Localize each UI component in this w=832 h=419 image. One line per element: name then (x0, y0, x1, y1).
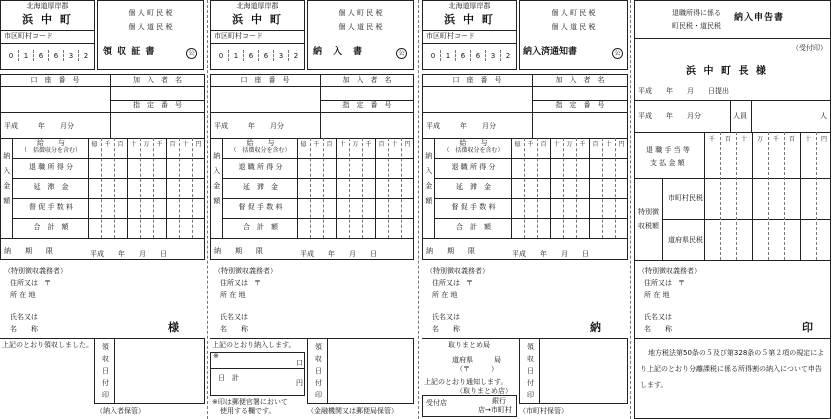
amount-row-line (434, 198, 628, 199)
special-label-2: 収税額 (638, 222, 659, 230)
unit-divider (401, 138, 402, 238)
row-label: 退 職 所 得 分 (29, 163, 73, 171)
summary-label: 取りまとめ局 (448, 341, 490, 349)
decl-unit-divider (784, 132, 785, 260)
stamp-divider (327, 338, 328, 404)
due-date: 平成 年 月 日 (512, 250, 589, 258)
stamp-divider (114, 338, 115, 404)
keeper-note: （金融機関又は郵便局保管） (307, 407, 398, 415)
decl-unit-divider (768, 132, 769, 260)
stamp-mark: 付 (102, 379, 109, 387)
due-date: 平成 年 月 日 (90, 250, 167, 258)
kou-mark: 公 (612, 48, 623, 59)
part-declaration (634, 0, 831, 419)
post-line: 店→市町村 (478, 406, 512, 414)
period-era: 平成 (426, 122, 440, 130)
address-mark: 〒 (44, 279, 51, 287)
digit-divider (258, 50, 259, 61)
unit-divider (153, 138, 154, 238)
digit-divider (500, 50, 501, 61)
decl-unit-divider (800, 132, 801, 260)
amount-row-line (12, 178, 205, 179)
amount-side-label: 納入金額 (212, 152, 221, 212)
stamp-mark: 収 (527, 355, 534, 363)
decl-unit-divider (752, 132, 753, 260)
row-label: 合 計 額 (243, 223, 278, 231)
unit-divider (602, 138, 603, 238)
address-mark: 〒 (678, 279, 685, 287)
honorific: 様 (168, 321, 179, 334)
city-code-label: 市区町村コード (214, 32, 263, 40)
stamp-divider (539, 338, 540, 404)
persons-label: 人員 (733, 112, 747, 120)
stamp-label: （受付印） (792, 44, 827, 52)
city-code-digit: 1 (445, 52, 451, 60)
prefecture: 北海道厚岸郡 (26, 2, 69, 10)
mayor-line: 浜 中 町 長 様 (686, 66, 768, 77)
amount-side-label: 納入金額 (2, 152, 11, 212)
stamp-mark: 領 (527, 343, 534, 351)
period-year: 年 (38, 122, 45, 130)
address-label: 住所又は (220, 279, 248, 287)
stamp-mark: 領 (102, 343, 109, 351)
name-label-1: 氏名又は (644, 313, 672, 321)
row-label: 延 滞 金 (456, 183, 491, 191)
city-code-digit: 1 (233, 52, 239, 60)
unit-label: 千 (527, 141, 534, 148)
city-code-digit: 6 (263, 52, 269, 60)
row-label: 給 与 (459, 139, 488, 147)
digit-divider (485, 50, 486, 61)
due-date: 平成 年 月 日 (300, 250, 377, 258)
stamp-mark: 収 (315, 355, 322, 363)
header-line-1: 退職所得に係る (672, 9, 721, 17)
payer-no-label: 口 座 番 号 (240, 76, 290, 84)
name-label-1: 氏名又は (10, 313, 38, 321)
special-label-1: 特別徴 (638, 208, 659, 216)
row-label-note: （ 括徴収分を含む） (20, 147, 81, 154)
amount-side-label: 納入金額 (424, 152, 433, 212)
obligor-label: （特別徴収義務者） (214, 267, 277, 275)
row-label-note: （ 括徴収分を含む） (443, 147, 504, 154)
decl-unit-divider (720, 132, 721, 260)
stamp-mark: 付 (315, 379, 322, 387)
stamp-mark: 日 (102, 367, 109, 375)
decl-unit-divider (704, 132, 705, 260)
amount-value-divider (297, 138, 298, 238)
amount-label-divider (12, 138, 13, 238)
decl-unit-label: 百 (788, 136, 795, 143)
obligor-label: （特別徴収義務者） (638, 267, 701, 275)
stamp-mark: 付 (527, 379, 534, 387)
digit-divider (273, 50, 274, 61)
period: 平成 年 月分 (638, 112, 701, 120)
digit-divider (470, 50, 471, 61)
city-code-digit: 2 (293, 52, 299, 60)
row-label: 督 促 手 数 料 (29, 203, 73, 211)
stamp-mark: 日 (527, 367, 534, 375)
stamp-mark: 収 (102, 355, 109, 363)
unit-label: 百 (117, 141, 124, 148)
amount-row-line (0, 238, 205, 239)
period-month: 月分 (270, 122, 284, 130)
city-code-digit: 0 (218, 52, 224, 60)
unit-label: 円 (618, 141, 625, 148)
designated-label: 指 定 番 号 (133, 101, 182, 109)
row-label: 給 与 (246, 139, 275, 147)
stamp-mark: 印 (102, 391, 109, 399)
row-label: 給 与 (37, 139, 65, 147)
tax-line-2: 個 人 道 民 税 (128, 23, 173, 31)
amount-value-divider (511, 138, 512, 238)
allowance-line-2: 支 払 金 額 (650, 159, 685, 167)
unit-label: 千 (313, 141, 320, 148)
name-label-1: 氏名又は (432, 313, 460, 321)
period-month: 月分 (482, 122, 496, 130)
row-label: 退 職 所 得 分 (238, 163, 283, 171)
amount-row-line (422, 238, 628, 239)
unit-label: 億 (514, 141, 521, 148)
prefecture: 北海道厚岸郡 (236, 2, 279, 10)
decl-unit-label: 百 (724, 136, 731, 143)
address-mark: 〒 (466, 279, 473, 287)
unit-divider (375, 138, 376, 238)
tax-line-1: 個 人 町 民 税 (338, 9, 383, 17)
unit-divider (166, 138, 167, 238)
unit-divider (524, 138, 525, 238)
pref-tax-label: 道府県民税 (668, 236, 703, 244)
unit-label: 千 (104, 141, 111, 148)
unit-divider (362, 138, 363, 238)
amount-row-line (210, 238, 414, 239)
decl-unit-divider (736, 132, 737, 260)
city-code-digit: 0 (8, 52, 14, 60)
unit-label: 百 (378, 141, 385, 148)
row-label: 退 職 所 得 分 (451, 163, 496, 171)
unit-divider (336, 138, 337, 238)
unit-divider (388, 138, 389, 238)
nikkei-label: 日 計 (218, 374, 239, 382)
keeper-note: （市町村保管） (519, 407, 568, 415)
city-code-digit: 3 (278, 52, 284, 60)
unit-divider (537, 138, 538, 238)
bank-line: 銀行 (492, 397, 506, 405)
keeper-note: （納入者保管） (96, 407, 145, 415)
unit-label: 万 (143, 141, 150, 148)
tax-line-2: 個 人 道 民 税 (338, 23, 383, 31)
name-label-2: 名 称 (10, 325, 38, 333)
unit-label: 十 (182, 141, 189, 148)
amount-row-line (222, 218, 414, 219)
submit-date: 平成 年 月 日提出 (638, 87, 729, 95)
digit-divider (33, 50, 34, 61)
kome-mark: ※ (213, 352, 219, 360)
digit-divider (440, 50, 441, 61)
location-label: 所 在 地 (220, 291, 246, 299)
city-code-digit: 1 (23, 52, 29, 60)
digit-divider (18, 50, 19, 61)
unit-label: 万 (566, 141, 573, 148)
address-label: 住所又は (10, 279, 38, 287)
recv-place: 受付店 (426, 399, 447, 407)
decl-unit-label: 十 (804, 136, 811, 143)
name-label-2: 名 称 (432, 325, 460, 333)
unit-label: 千 (365, 141, 372, 148)
form-title: 納入申告書 (734, 13, 785, 23)
unit-divider (615, 138, 616, 238)
row-label: 督 促 手 数 料 (238, 203, 283, 211)
due-label: 納 期 限 (426, 247, 475, 255)
stamp-mark: 日 (315, 367, 322, 375)
town-tax-label: 市町村民税 (668, 194, 703, 202)
payer-no-label: 口 座 番 号 (452, 76, 502, 84)
city-code-digit: 6 (248, 52, 254, 60)
city-code-label: 市区町村コード (4, 32, 53, 40)
name-label-1: 氏名又は (220, 313, 248, 321)
stamp-mark: 印 (527, 391, 534, 399)
part-receipt (0, 0, 205, 419)
name-label-2: 名 称 (644, 325, 672, 333)
period-year: 年 (460, 122, 467, 130)
amount-label-divider (222, 138, 223, 238)
kou-mark: 公 (186, 48, 197, 59)
town-name: 浜 中 町 (232, 13, 283, 26)
unit-label: 百 (169, 141, 176, 148)
declare-line-2: り上記のとおり分離課税に係る所得割の納入について申告 (640, 365, 822, 373)
notice-line-1: 上記のとおり通知します。 (424, 378, 508, 386)
form-title: 領 収 証 書 (103, 47, 156, 57)
decl-unit-label: 万 (756, 136, 763, 143)
amount-value-divider (88, 138, 89, 238)
unit-divider (310, 138, 311, 238)
payer-name-label: 加 入 者 名 (133, 76, 182, 84)
allowance-line-1: 退 職 手 当 等 (646, 146, 690, 154)
declare-line-3: します。 (640, 381, 668, 389)
note-line-2: 使用する欄です。 (220, 407, 276, 415)
unit-label: 十 (553, 141, 560, 148)
unit-divider (140, 138, 141, 238)
part-payment-slip (210, 0, 414, 419)
city-code-digit: 6 (460, 52, 466, 60)
town-name: 浜 中 町 (444, 13, 495, 26)
digit-divider (48, 50, 49, 61)
payer-no-label: 口 座 番 号 (30, 76, 80, 84)
persons-unit: 人 (820, 112, 827, 120)
payer-name-label: 加 入 者 名 (555, 76, 605, 84)
city-code-digit: 0 (430, 52, 436, 60)
unit-label: 千 (579, 141, 586, 148)
unit-label: 百 (592, 141, 599, 148)
unit-divider (349, 138, 350, 238)
amount-row-line (222, 158, 414, 159)
unit-divider (589, 138, 590, 238)
amount-row-line (222, 178, 414, 179)
obligor-label: （特別徴収義務者） (426, 267, 489, 275)
row-label: 延 滞 金 (243, 183, 278, 191)
unit-divider (563, 138, 564, 238)
unit-divider (192, 138, 193, 238)
address-label: 住所又は (644, 279, 672, 287)
designated-label: 指 定 番 号 (342, 101, 392, 109)
payer-name-label: 加 入 者 名 (342, 76, 392, 84)
unit-label: 十 (130, 141, 137, 148)
location-label: 所 在 地 (10, 291, 36, 299)
tax-line-1: 個 人 町 民 税 (551, 9, 596, 17)
city-code-digit: 2 (83, 52, 89, 60)
address-label: 住所又は (432, 279, 460, 287)
city-code-digit: 2 (505, 52, 511, 60)
stamp-mark: 印 (315, 391, 322, 399)
summary-bank: 道府県 局 (452, 356, 501, 364)
digit-divider (78, 50, 79, 61)
unit-label: 億 (91, 141, 98, 148)
city-code-digit: 6 (475, 52, 481, 60)
tax-line-2: 個 人 道 民 税 (551, 23, 596, 31)
unit-label: 億 (300, 141, 307, 148)
amount-row-line (12, 158, 205, 159)
due-label: 納 期 限 (4, 247, 53, 255)
decl-unit-label: 円 (820, 136, 827, 143)
period-year: 年 (248, 122, 255, 130)
summary-mark: （〒 ） (456, 365, 498, 373)
honorific: 納 (590, 321, 601, 334)
notice-line-2: （取りまとめ店） (456, 387, 512, 395)
period-month: 月分 (60, 122, 74, 130)
city-code-label: 市区町村コード (426, 32, 475, 40)
paid-note: 上記のとおり納入します。 (212, 341, 296, 349)
period-era: 平成 (4, 122, 18, 130)
obligor-label: （特別徴収義務者） (4, 267, 67, 275)
prefecture: 北海道厚岸郡 (448, 2, 491, 10)
amount-row-line (12, 218, 205, 219)
form-title: 納入済通知書 (523, 47, 578, 57)
city-code-digit: 6 (38, 52, 44, 60)
seal-mark: 印 (802, 321, 813, 334)
amount-row-line (12, 198, 205, 199)
digit-divider (243, 50, 244, 61)
address-mark: 〒 (254, 279, 261, 287)
unit-label: 十 (391, 141, 398, 148)
yen-label: 円 (296, 379, 303, 387)
row-label: 延 滞 金 (33, 183, 69, 191)
unit-divider (114, 138, 115, 238)
amount-row-line (222, 198, 414, 199)
stamp-mark: 領 (315, 343, 322, 351)
unit-divider (179, 138, 180, 238)
unit-label: 百 (326, 141, 333, 148)
unit-label: 円 (195, 141, 202, 148)
period-era: 平成 (214, 122, 228, 130)
city-code-digit: 6 (53, 52, 59, 60)
received-note: 上記のとおり領収しました。 (2, 341, 93, 349)
amount-row-line (434, 218, 628, 219)
unit-divider (127, 138, 128, 238)
row-label: 合 計 額 (33, 223, 69, 231)
town-name: 浜 中 町 (22, 13, 73, 26)
note-line-1: ※印は郵便官署において (212, 398, 288, 406)
unit-divider (101, 138, 102, 238)
amount-row-line (434, 158, 628, 159)
city-code-digit: 3 (490, 52, 496, 60)
decl-unit-label: 千 (772, 136, 779, 143)
city-code-digit: 3 (68, 52, 74, 60)
part-payment-notice (422, 0, 628, 419)
digit-divider (228, 50, 229, 61)
declare-line-1: 地方税法第50条の５及び第328条の５第２項の規定によ (648, 349, 825, 357)
header-line-2: 町民税・道民税 (672, 22, 721, 30)
due-label: 納 期 限 (214, 247, 263, 255)
amount-row-line (434, 178, 628, 179)
unit-label: 万 (352, 141, 359, 148)
digit-divider (455, 50, 456, 61)
unit-divider (550, 138, 551, 238)
unit-divider (323, 138, 324, 238)
unit-divider (576, 138, 577, 238)
decl-unit-label: 千 (708, 136, 715, 143)
digit-divider (288, 50, 289, 61)
row-label-note: （ 括徴収分を含む） (230, 147, 291, 154)
unit-label: 百 (540, 141, 547, 148)
location-label: 所 在 地 (432, 291, 458, 299)
row-label: 督 促 手 数 料 (451, 203, 496, 211)
row-label: 合 計 額 (456, 223, 491, 231)
amount-label-divider (434, 138, 435, 238)
decl-unit-label: 十 (740, 136, 747, 143)
unit-label: 十 (605, 141, 612, 148)
unit-label: 円 (404, 141, 411, 148)
kou-mark: 公 (396, 48, 407, 59)
decl-unit-divider (816, 132, 817, 260)
designated-label: 指 定 番 号 (555, 101, 605, 109)
location-label: 所 在 地 (644, 291, 670, 299)
unit-label: 十 (339, 141, 346, 148)
unit-label: 千 (156, 141, 163, 148)
form-title: 納 入 書 (313, 47, 364, 57)
tax-line-1: 個 人 町 民 税 (128, 9, 173, 17)
kuchi-label: 口 (296, 359, 303, 367)
name-label-2: 名 称 (220, 325, 248, 333)
digit-divider (63, 50, 64, 61)
